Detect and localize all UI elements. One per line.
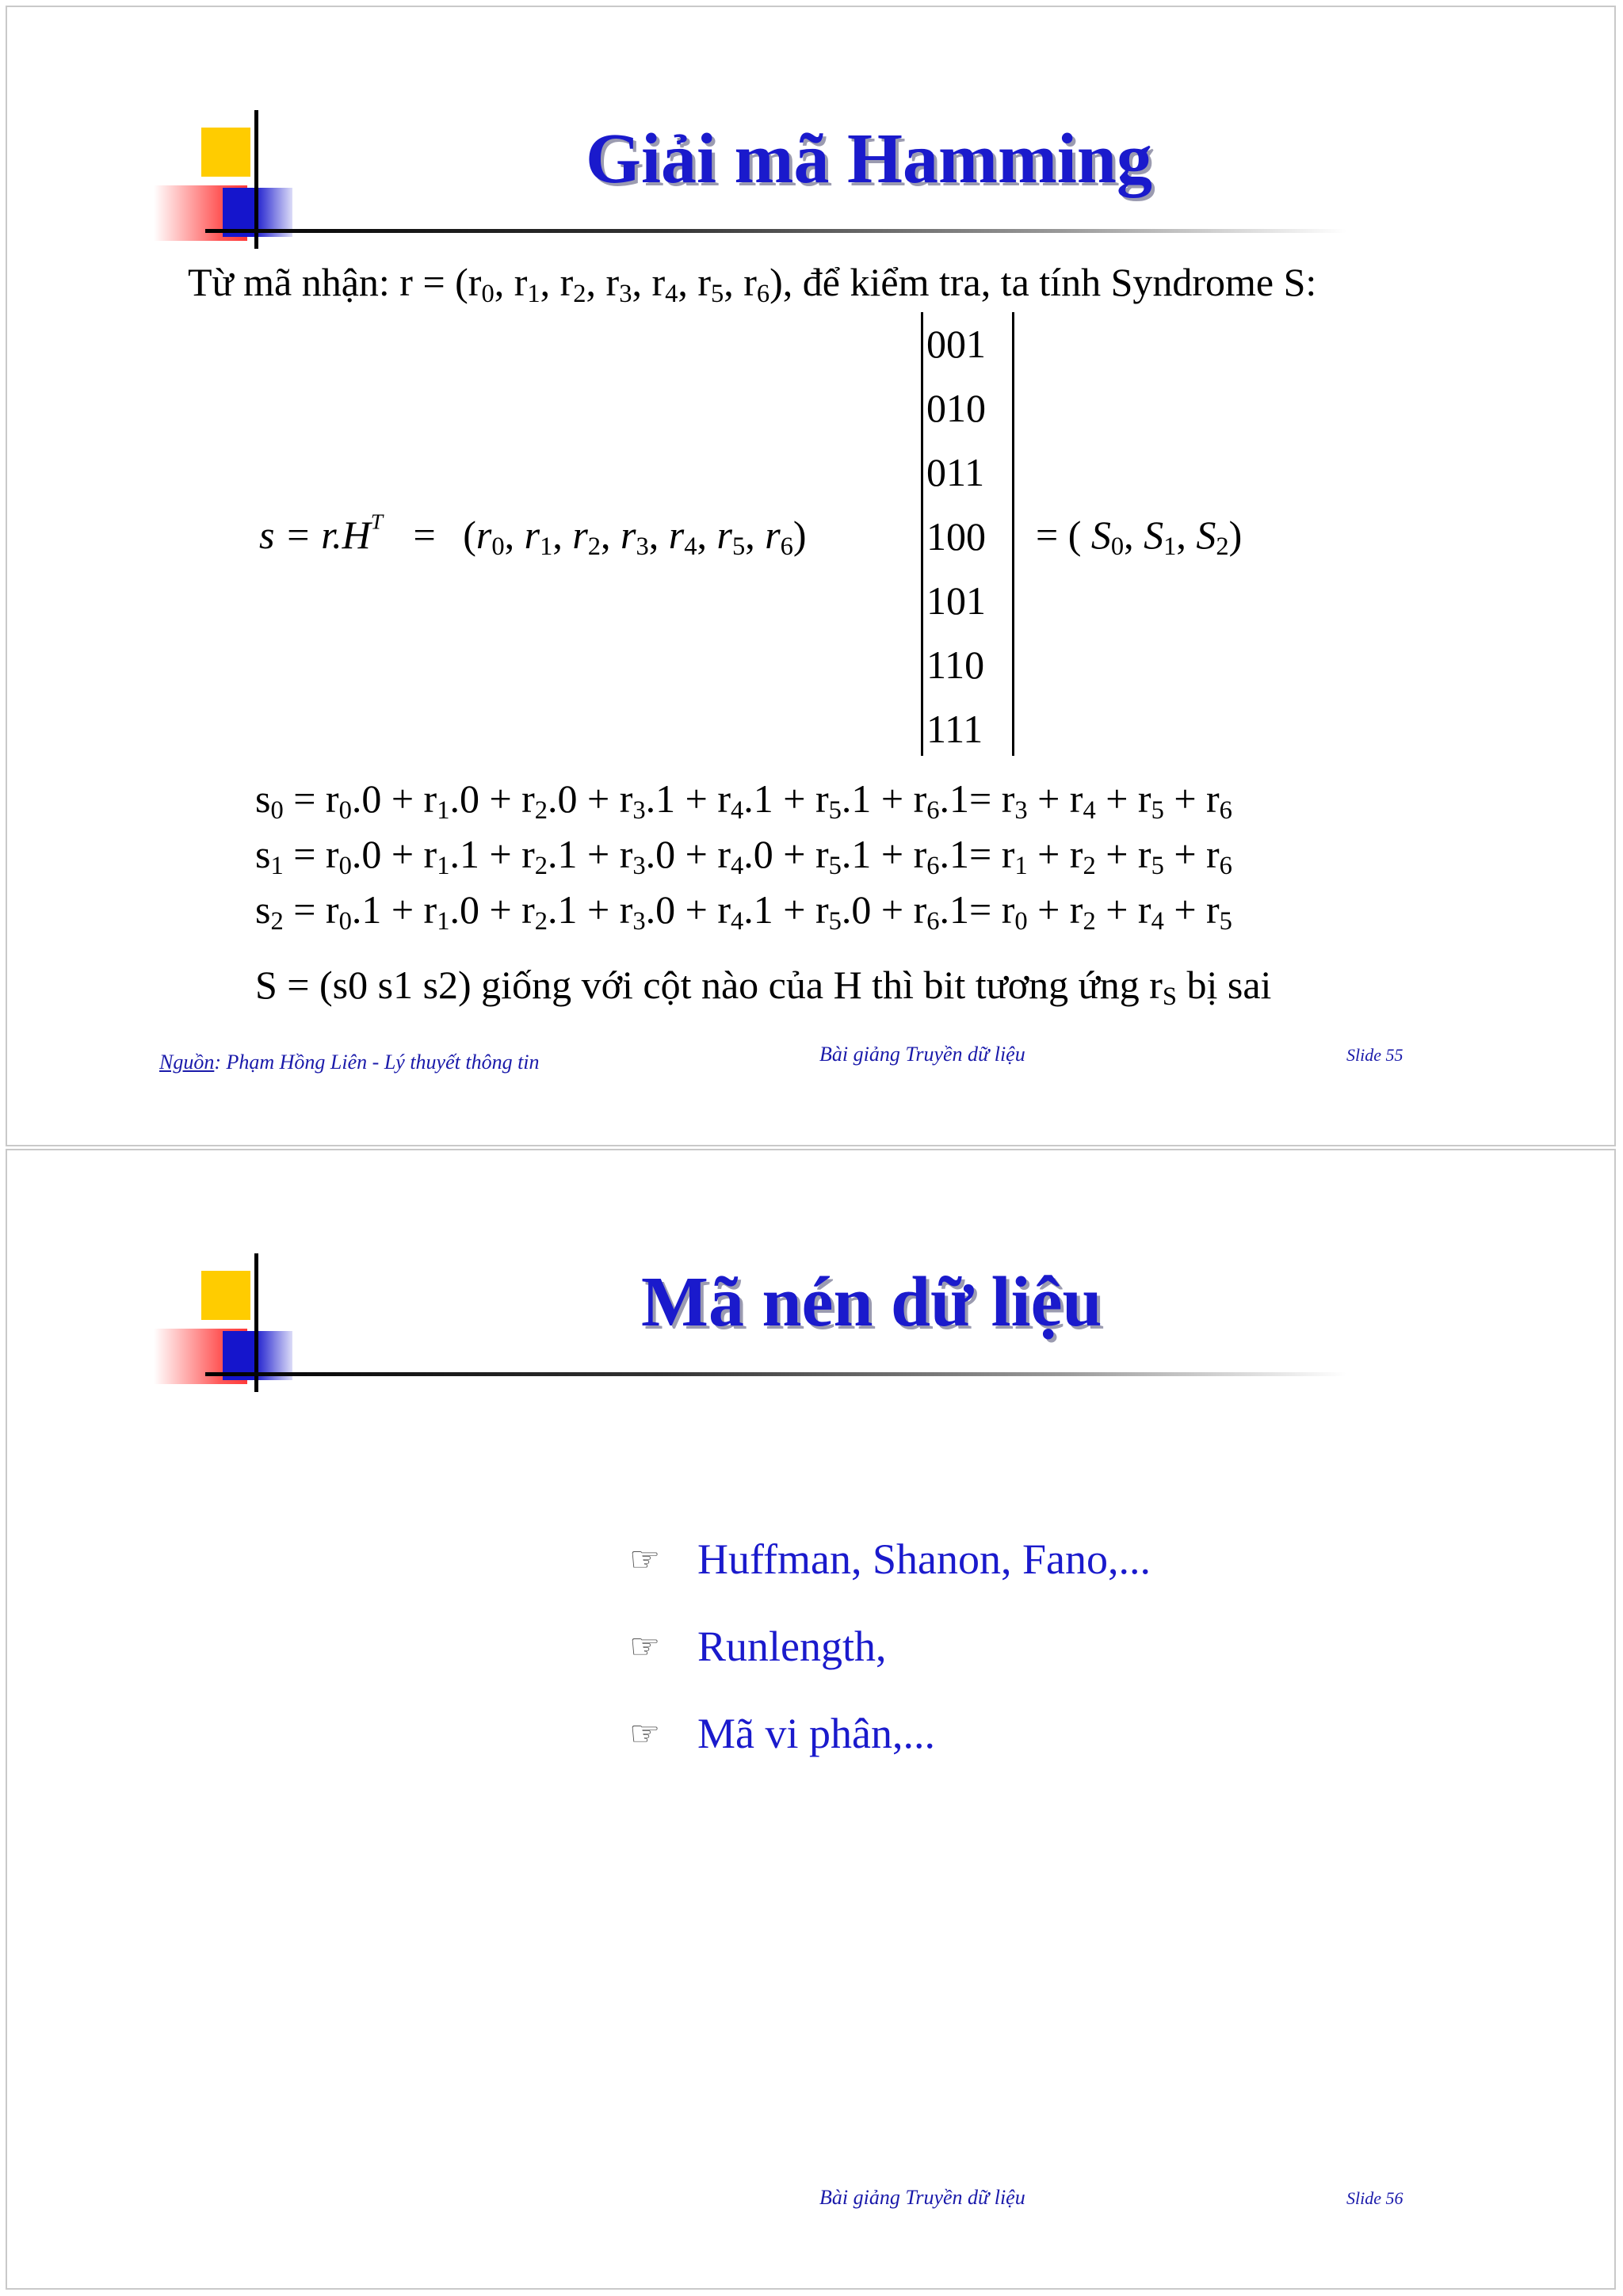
matrix-row: 010: [926, 386, 986, 430]
matrix-row: 011: [926, 450, 985, 494]
conclusion-line: S = (s0 s1 s2) giống với cột nào của H thì bit tương ứng $r_S$ bị sai: [255, 963, 1272, 1012]
footer-course: Bài giảng Truyền dữ liệu: [819, 1043, 1025, 1066]
pointing-hand-icon: ☞: [629, 1627, 661, 1667]
matrix-row: 110: [926, 643, 985, 687]
syndrome-line-s2: $s_2 = r_0.1 + r_1.0 + r_2.1 + r_3.0 + r_4.1 + r_5.0 + r_6.1= r_0 + r_2 + r_4 + r_5$: [255, 887, 1232, 936]
matrix-row: 111: [926, 707, 983, 751]
syndrome-line-s1: $s_1 = r_0.0 + r_1.1 + r_2.1 + r_3.0 + r_4.0 + r_5.1 + r_6.1= r_1 + r_2 + r_5 + r_6$: [255, 832, 1232, 881]
intro-line: Từ mã nhận: $r = (r_0$, $r_1$, $r_2$, $r_3$, $r_4$, $r_5$, $r_6$), để kiểm tra, ta tính Syndrome S:: [188, 260, 1317, 309]
parity-check-matrix: [921, 312, 1014, 756]
footer-source: Nguồn: Phạm Hồng Liên - Lý thuyết thông tin: [159, 1051, 540, 1074]
footer-course: Bài giảng Truyền dữ liệu: [819, 2186, 1025, 2209]
footer-slide-number: Slide 56: [1346, 2188, 1403, 2208]
pointing-hand-icon: ☞: [629, 1539, 661, 1580]
footer-slide-number: Slide 55: [1346, 1045, 1403, 1065]
slide-title: Giải mã Hamming: [586, 120, 1152, 198]
matrix-row: 001: [926, 322, 986, 366]
syndrome-equation: $s = r.H^T = (r_0$, $r_1$, $r_2$, $r_3$, $r_4$, $r_5$, $r_6$): [259, 509, 807, 562]
title-underline: [205, 1372, 1346, 1376]
slide-56: Mã nén dữ liệu ☞ Huffman, Shanon, Fano,... ☞ Runlength, ☞ Mã vi phân,... Bài giảng Truyền dữ liệu Slide 56: [6, 1149, 1616, 2290]
pointing-hand-icon: ☞: [629, 1714, 661, 1754]
matrix-row: 101: [926, 578, 986, 623]
slide-title: Mã nén dữ liệu: [641, 1263, 1102, 1341]
syndrome-line-s0: $s_0 = r_0.0 + r_1.0 + r_2.0 + r_3.1 + r_4.1 + r_5.1 + r_6.1= r_3 + r_4 + r_5 + r_6$: [255, 776, 1232, 826]
slide-55: [6, 6, 1616, 1146]
title-underline: [205, 229, 1346, 233]
matrix-row: 100: [926, 514, 986, 559]
syndrome-result: = ( $S_0$, $S_1$, $S_2$): [1036, 513, 1243, 562]
